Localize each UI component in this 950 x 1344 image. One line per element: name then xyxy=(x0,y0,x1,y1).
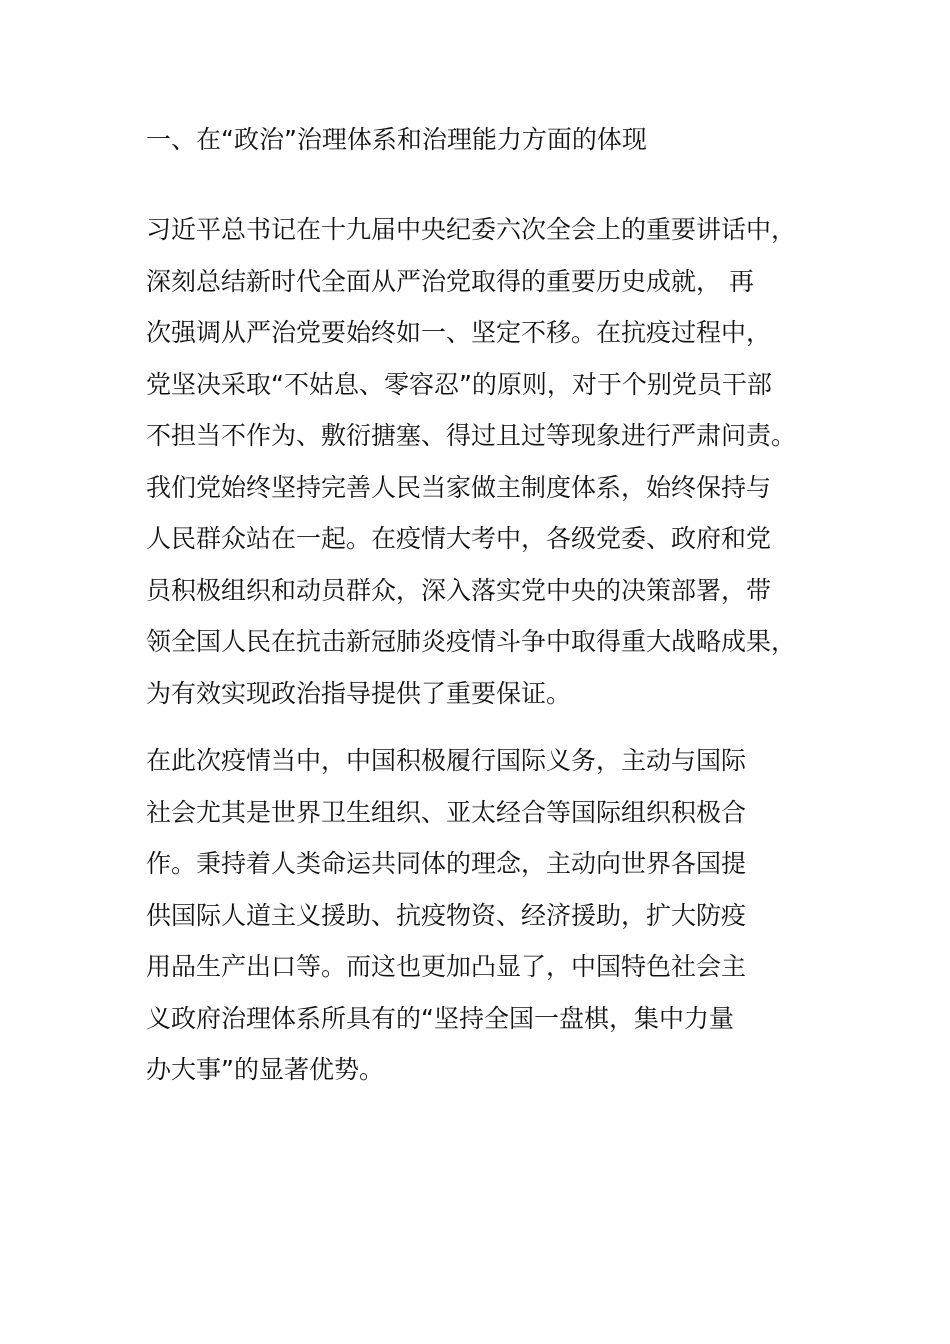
paragraph-line: 领全国人民在抗击新冠肺炎疫情斗争中取得重大战略成果， xyxy=(146,627,797,656)
paragraph-line: 在此次疫情当中，中国积极履行国际义务，主动与国际 xyxy=(146,746,747,775)
paragraph-line: 人民群众站在一起。在疫情大考中，各级党委、政府和党 xyxy=(146,524,772,553)
paragraph-line: 为有效实现政治指导提供了重要保证。 xyxy=(146,678,572,708)
paragraph-line: 办大事”的显著优势。 xyxy=(146,1055,384,1084)
paragraph-line: 不担当不作为、敷衍搪塞、得过且过等现象进行严肃问责。 xyxy=(146,421,797,450)
paragraph-line: 深刻总结新时代全面从严治党取得的重要历史成就， 再 xyxy=(146,266,754,296)
paragraph-line: 员积极组织和动员群众，深入落实党中央的决策部署，带 xyxy=(146,575,772,605)
paragraph-line: 用品生产出口等。而这也更加凸显了，中国特色社会主 xyxy=(146,952,747,981)
paragraph-line: 作。秉持着人类命运共同体的理念，主动向世界各国提 xyxy=(146,849,747,878)
paragraph-line: 供国际人道主义援助、抗疫物资、经济援助，扩大防疫 xyxy=(146,900,747,930)
paragraph-line: 我们党始终坚持完善人民当家做主制度体系，始终保持与 xyxy=(146,472,772,502)
paragraph-line: 社会尤其是世界卫生组织、亚太经合等国际组织积极合 xyxy=(146,797,747,827)
paragraph-2 xyxy=(146,735,746,1096)
paragraph-line: 次强调从严治党要始终如一、坚定不移。在抗疫过程中， xyxy=(146,318,772,347)
paragraph-line: 党坚决采取“不姑息、零容忍”的原则，对于个别党员干部 xyxy=(146,369,772,399)
paragraph-line: 义政府治理体系所具有的“坚持全国一盘棋，集中力量 xyxy=(146,1003,734,1033)
section-heading: 一、在“政治”治理体系和治理能力方面的体现 xyxy=(146,125,647,154)
paragraph-line: 习近平总书记在十九届中央纪委六次全会上的重要讲话中， xyxy=(146,215,797,244)
paragraph-1 xyxy=(146,204,796,719)
